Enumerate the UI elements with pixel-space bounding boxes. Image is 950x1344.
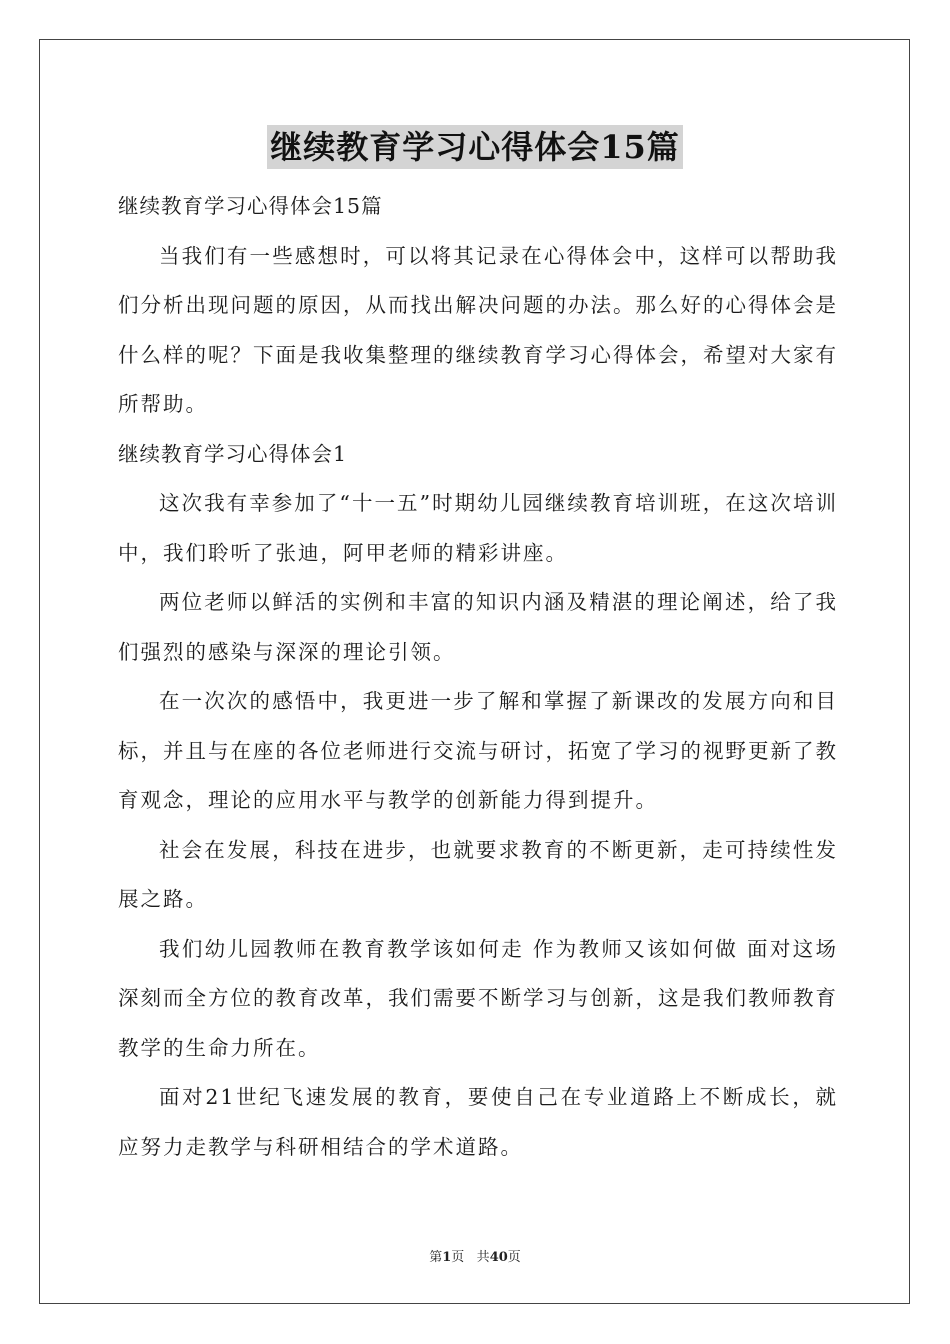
document-body [118, 182, 838, 1172]
current-page-number: 1 [442, 1250, 452, 1265]
total-suffix: 页 [507, 1250, 521, 1265]
body-paragraph: 这次我有幸参加了“十一五”时期幼儿园继续教育培训班，在这次培训中，我们聆听了张迪，阿甲老师的精彩讲座。 [118, 491, 838, 565]
page-suffix: 页 [451, 1250, 465, 1265]
document-title: 继续教育学习心得体会15篇 [267, 125, 683, 169]
page-prefix: 第 [429, 1250, 443, 1265]
intro-paragraph: 当我们有一些感想时，可以将其记录在心得体会中，这样可以帮助我们分析出现问题的原因，从而找出解决问题的办法。那么好的心得体会是什么样的呢？下面是我收集整理的继续教育学习心得体会，希望对大家有所帮助。 [118, 243, 838, 416]
body-paragraph: 两位老师以鲜活的实例和丰富的知识内涵及精湛的理论阐述，给了我们强烈的感染与深深的理论引领。 [118, 590, 838, 664]
title-container [0, 125, 950, 169]
body-paragraph: 我们幼儿园教师在教育教学该如何走 作为教师又该如何做 面对这场深刻而全方位的教育改革，我们需要不断学习与创新，这是我们教师教育教学的生命力所在。 [118, 936, 838, 1060]
body-paragraph: 面对21世纪飞速发展的教育，要使自己在专业道路上不断成长，就应努力走教学与科研相结合的学术道路。 [118, 1085, 838, 1159]
section-heading: 继续教育学习心得体会1 [118, 441, 348, 466]
page-footer [0, 1246, 950, 1265]
total-prefix: 共 [476, 1250, 490, 1265]
document-subtitle: 继续教育学习心得体会15篇 [118, 194, 383, 218]
body-paragraph: 在一次次的感悟中，我更进一步了解和掌握了新课改的发展方向和目标，并且与在座的各位老师进行交流与研讨，拓宽了学习的视野更新了教育观念，理论的应用水平与教学的创新能力得到提升。 [118, 689, 838, 812]
total-page-count: 40 [489, 1250, 508, 1265]
body-paragraph: 社会在发展，科技在进步，也就要求教育的不断更新，走可持续性发展之路。 [118, 837, 838, 911]
